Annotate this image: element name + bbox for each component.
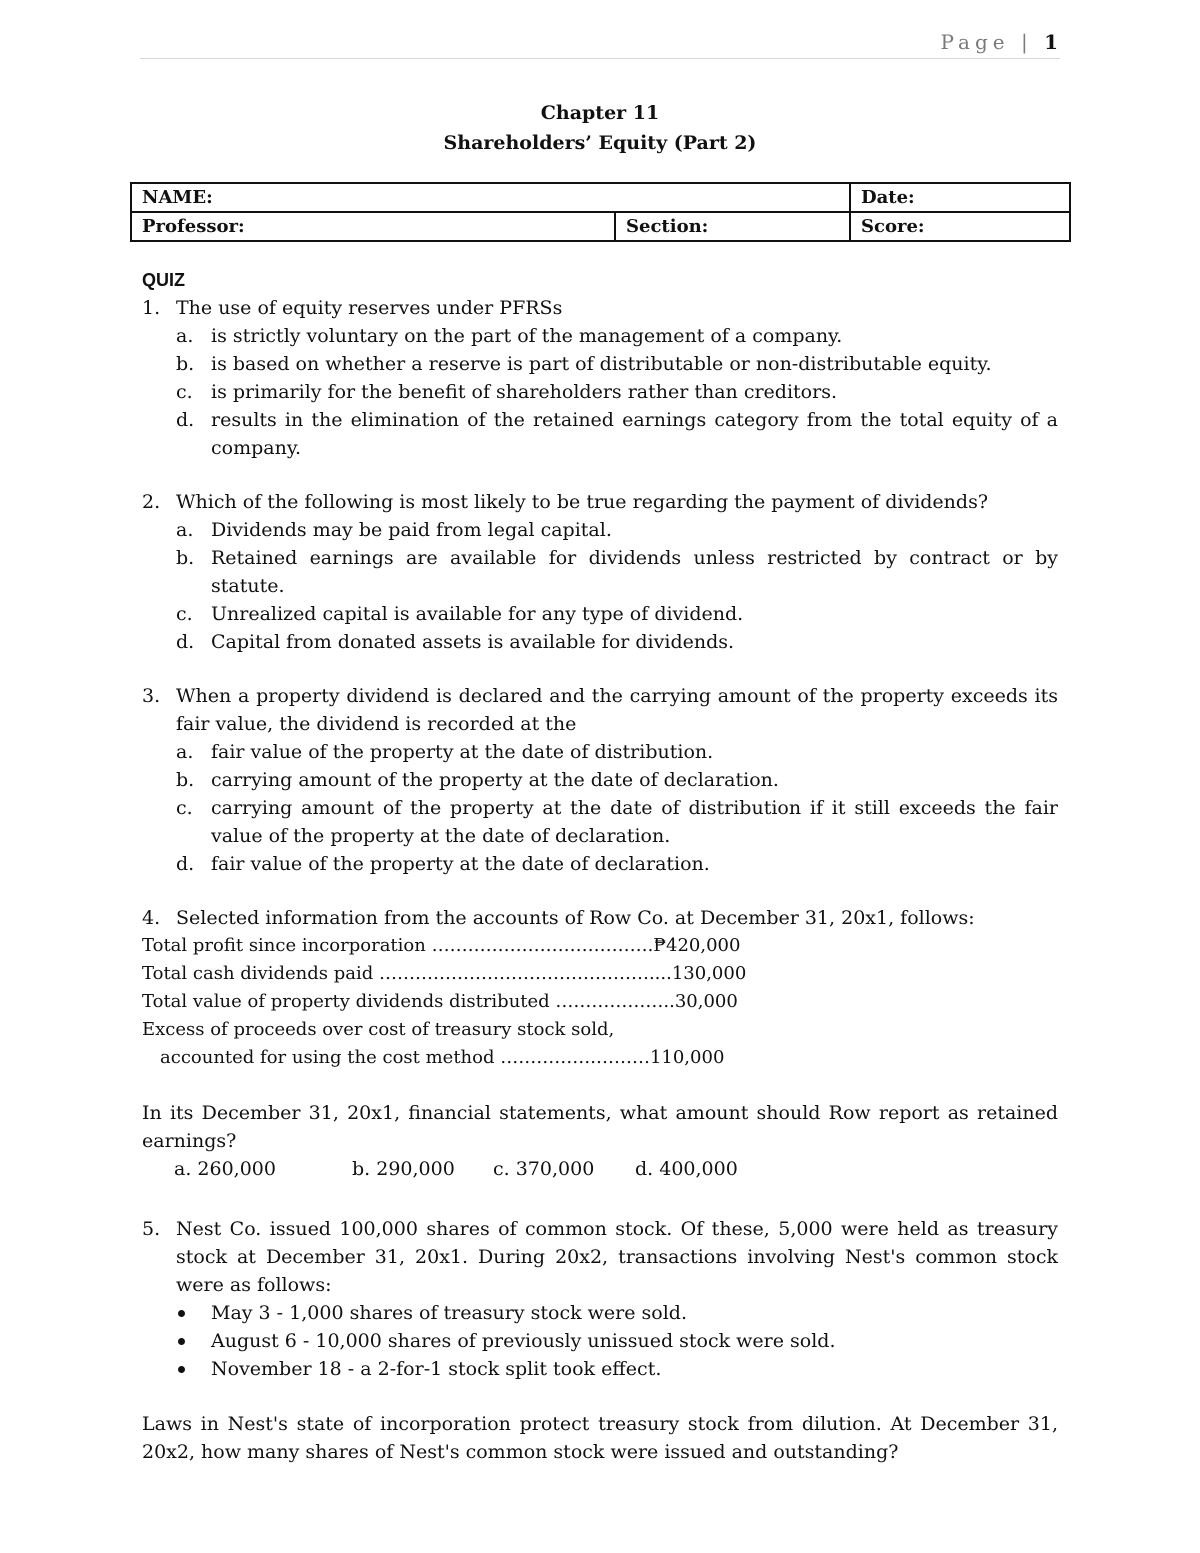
spacer: [142, 656, 1058, 682]
option-letter: b.: [176, 547, 195, 569]
question-number: 2.: [142, 491, 161, 513]
option-letter: d.: [176, 853, 195, 875]
option-text: Retained earnings are available for dividends unless restricted by contract or by statute.: [211, 547, 1058, 597]
bullet-icon: [176, 1299, 211, 1327]
question-2: [142, 488, 1058, 516]
option-c[interactable]: [176, 794, 1058, 850]
spacer: [142, 1183, 1058, 1215]
question-2-options: [142, 516, 1058, 656]
option-letter: a.: [176, 741, 194, 763]
question-3: [142, 682, 1058, 738]
option-d[interactable]: [176, 406, 1058, 462]
question-number: 3.: [142, 685, 161, 707]
question-number: 1.: [142, 297, 161, 319]
option-text: Dividends may be paid from legal capital.: [211, 519, 612, 541]
option-letter: a.: [176, 519, 194, 541]
question-text: The use of equity reserves under PFRSs: [176, 297, 563, 319]
question-text: Nest Co. issued 100,000 shares of common stock. Of these, 5,000 were held as treasury stock at December 31, 20x1. During 20x2, transactions involving Nest's common stock were as follows:: [176, 1218, 1058, 1296]
date-cell[interactable]: Date:: [850, 183, 1070, 212]
question-text: When a property dividend is declared and the carrying amount of the property exceeds its fair value, the dividend is recorded at the: [176, 685, 1058, 735]
name-cell[interactable]: NAME:: [131, 183, 850, 212]
page-number: [940, 28, 1058, 56]
bullet-text: August 6 - 10,000 shares of previously unissued stock were sold.: [211, 1330, 836, 1352]
option-c[interactable]: [176, 378, 1058, 406]
spacer: [142, 1383, 1058, 1410]
option-text: is strictly voluntary on the part of the management of a company.: [211, 325, 843, 347]
option-letter: b.: [176, 353, 195, 375]
bullet-icon: [176, 1327, 211, 1355]
option-letter: b.: [176, 769, 195, 791]
question-4-prompt: In its December 31, 20x1, financial statements, what amount should Row report as retained earnings?: [142, 1102, 1058, 1152]
option-letter: c.: [176, 603, 193, 625]
header-divider: [140, 58, 1060, 59]
bullet-item: [176, 1355, 1058, 1383]
option-text: fair value of the property at the date of distribution.: [211, 741, 714, 763]
option-letter: d.: [176, 409, 195, 431]
choice-b[interactable]: b. 290,000: [352, 1158, 455, 1180]
page-number-value: 1: [1044, 30, 1058, 54]
option-text: carrying amount of the property at the date of declaration.: [211, 769, 779, 791]
title-block: [0, 98, 1200, 158]
chapter-subtitle: Shareholders’ Equity (Part 2): [443, 132, 757, 154]
option-a[interactable]: [176, 516, 1058, 544]
choice-c[interactable]: c. 370,000: [493, 1158, 595, 1180]
bullet-item: [176, 1327, 1058, 1355]
option-c[interactable]: [176, 600, 1058, 628]
option-text: is based on whether a reserve is part of distributable or non-distributable equity.: [211, 353, 992, 375]
option-b[interactable]: [176, 544, 1058, 600]
option-text: Unrealized capital is available for any type of dividend.: [211, 603, 744, 625]
question-text: Selected information from the accounts of Row Co. at December 31, 20x1, follows:: [176, 907, 975, 929]
question-1: [142, 294, 1058, 322]
question-text: Which of the following is most likely to be true regarding the payment of dividends?: [176, 491, 989, 513]
student-info-table: [130, 182, 1071, 242]
bullet-text: November 18 - a 2-for-1 stock split took effect.: [211, 1358, 662, 1380]
option-letter: c.: [176, 381, 193, 403]
ledger-line-cost-method: accounted for using the cost method …………….………110,000: [160, 1047, 725, 1068]
option-a[interactable]: [176, 738, 1058, 766]
question-5-prompt: Laws in Nest's state of incorporation protect treasury stock from dilution. At December 31, 20x2, how many shares of Nest's common stock were issued and outstanding?: [142, 1413, 1058, 1463]
question-4: [142, 904, 1058, 932]
question-5-transactions: [142, 1299, 1058, 1383]
section-cell[interactable]: Section:: [615, 212, 850, 241]
spacer: [142, 462, 1058, 488]
bullet-icon: [176, 1355, 211, 1383]
option-letter: c.: [176, 797, 193, 819]
page-label: Page: [940, 30, 1010, 54]
spacer: [142, 1072, 1058, 1099]
ledger-line-property-dividends: Total value of property dividends distributed ………………..30,000: [142, 991, 738, 1012]
quiz-content: [142, 266, 1058, 1466]
choice-d[interactable]: d. 400,000: [635, 1158, 738, 1180]
ledger-line-cash-dividends: Total cash dividends paid ………………………………………....130,000: [142, 963, 747, 984]
option-d[interactable]: [176, 628, 1058, 656]
option-a[interactable]: [176, 322, 1058, 350]
option-text: fair value of the property at the date of declaration.: [211, 853, 710, 875]
option-text: results in the elimination of the retained earnings category from the total equity of a company.: [211, 409, 1058, 459]
question-1-options: [142, 322, 1058, 462]
option-text: Capital from donated assets is available for dividends.: [211, 631, 735, 653]
ledger-line-treasury-excess: Excess of proceeds over cost of treasury stock sold,: [142, 1019, 615, 1040]
score-cell[interactable]: Score:: [850, 212, 1070, 241]
professor-cell[interactable]: Professor:: [131, 212, 615, 241]
page-separator: |: [1020, 30, 1033, 54]
question-number: 4.: [142, 907, 161, 929]
question-3-options: [142, 738, 1058, 878]
question-number: 5.: [142, 1218, 161, 1240]
option-d[interactable]: [176, 850, 1058, 878]
choice-a[interactable]: a. 260,000: [174, 1158, 276, 1180]
option-text: carrying amount of the property at the date of distribution if it still exceeds the fair value of the property at the date of declaration.: [211, 797, 1058, 847]
quiz-heading: QUIZ: [142, 270, 185, 290]
question-5: [142, 1215, 1058, 1299]
option-letter: d.: [176, 631, 195, 653]
option-b[interactable]: [176, 350, 1058, 378]
option-text: is primarily for the benefit of shareholders rather than creditors.: [211, 381, 837, 403]
ledger-info: [142, 932, 1058, 1072]
option-letter: a.: [176, 325, 194, 347]
bullet-item: [176, 1299, 1058, 1327]
option-b[interactable]: [176, 766, 1058, 794]
ledger-line-profit: Total profit since incorporation ……………………………….₱420,000: [142, 935, 741, 956]
spacer: [142, 878, 1058, 904]
question-4-choices: [142, 1155, 1058, 1183]
chapter-title: Chapter 11: [540, 102, 660, 124]
bullet-text: May 3 - 1,000 shares of treasury stock were sold.: [211, 1302, 688, 1324]
